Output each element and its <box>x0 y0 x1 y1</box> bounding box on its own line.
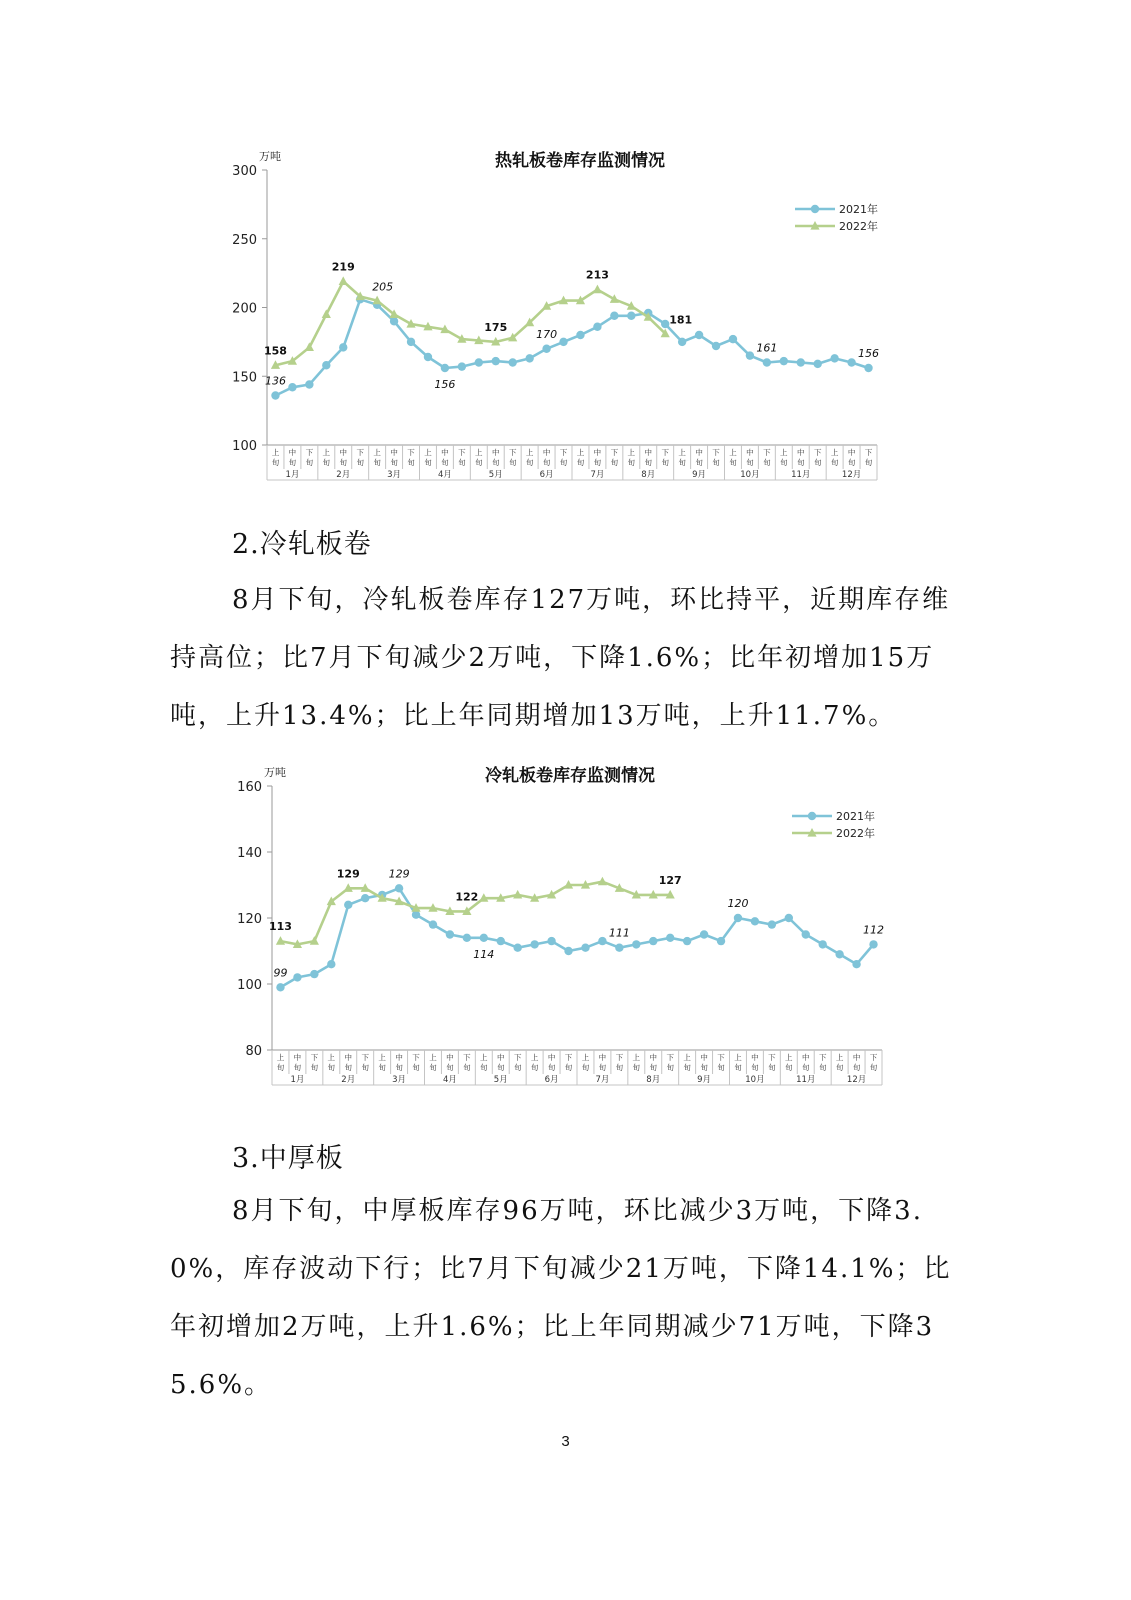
x-period-label-bottom: 旬 <box>344 1063 352 1072</box>
x-period-label-bottom: 旬 <box>649 1063 657 1072</box>
x-period-label-top: 中 <box>700 1053 708 1062</box>
x-period-label-bottom: 旬 <box>446 1063 454 1072</box>
data-point-2021年 <box>559 338 567 346</box>
x-period-label-top: 下 <box>458 448 466 457</box>
data-point-2022年 <box>513 890 522 899</box>
data-label: 175 <box>484 320 508 334</box>
x-period-label-top: 上 <box>581 1053 590 1062</box>
data-label: 158 <box>263 344 287 358</box>
data-point-2021年 <box>310 970 318 978</box>
x-period-label-bottom: 旬 <box>581 1063 590 1072</box>
data-point-2021年 <box>458 362 466 370</box>
section-paragraph-cold-rolled: 8月下旬，冷轧板卷库存127万吨，环比持平，近期库存维持高位；比7月下旬减少2万吨，下降1.6%；比年初增加15万吨，上升13.4%；比上年同期增加13万吨，上升11.7%。 <box>170 585 951 731</box>
x-month-label: 11月 <box>796 1075 816 1085</box>
data-point-2021年 <box>700 930 708 938</box>
data-point-2021年 <box>813 360 821 368</box>
data-point-2021年 <box>581 944 589 952</box>
data-label: 112 <box>863 923 885 937</box>
x-month-label: 7月 <box>595 1075 610 1085</box>
x-period-label-top: 中 <box>446 1053 454 1062</box>
x-month-label: 6月 <box>544 1075 559 1085</box>
data-point-2021年 <box>768 920 776 928</box>
x-period-label-bottom: 旬 <box>627 458 636 467</box>
y-tick-label: 200 <box>232 301 257 317</box>
x-period-label-top: 中 <box>695 448 703 457</box>
data-label: 114 <box>473 947 495 961</box>
x-period-label-bottom: 旬 <box>276 1063 285 1072</box>
x-period-label-bottom: 旬 <box>683 1063 691 1072</box>
legend-label: 2021年 <box>836 810 875 823</box>
x-period-label-bottom: 旬 <box>293 1063 302 1072</box>
x-month-label: 12月 <box>846 1075 867 1085</box>
data-point-2021年 <box>344 901 352 909</box>
data-point-2021年 <box>508 358 516 366</box>
x-period-label-bottom: 旬 <box>271 458 280 467</box>
x-period-label-bottom: 旬 <box>610 458 619 467</box>
data-point-2021年 <box>780 357 788 365</box>
x-period-label-bottom: 旬 <box>751 1063 759 1072</box>
data-point-2021年 <box>271 391 279 399</box>
x-period-label-top: 中 <box>802 1053 810 1062</box>
x-period-label-top: 下 <box>818 1053 827 1062</box>
cold-rolled-coil-chart <box>220 755 900 1090</box>
data-point-2021年 <box>446 930 454 938</box>
x-period-label-top: 上 <box>835 1053 844 1062</box>
x-period-label-top: 下 <box>305 448 314 457</box>
data-point-2021年 <box>576 331 584 339</box>
data-label: 120 <box>727 897 749 910</box>
x-period-label-top: 下 <box>412 1053 420 1062</box>
x-period-label-bottom: 旬 <box>542 458 551 467</box>
x-period-label-bottom: 旬 <box>378 1063 386 1072</box>
data-point-2021年 <box>802 930 810 938</box>
x-period-label-bottom: 旬 <box>678 458 686 467</box>
data-point-2021年 <box>305 380 313 388</box>
x-period-label-top: 中 <box>441 448 449 457</box>
x-period-label-top: 下 <box>813 448 822 457</box>
x-month-label: 8月 <box>646 1075 661 1085</box>
x-period-label-bottom: 旬 <box>305 458 314 467</box>
x-period-label-bottom: 旬 <box>310 1063 319 1072</box>
x-period-label-bottom: 旬 <box>847 458 856 467</box>
series-line-2021年 <box>276 299 869 395</box>
data-label: 219 <box>331 260 355 274</box>
x-period-label-bottom: 旬 <box>475 458 483 467</box>
x-month-label: 8月 <box>641 470 656 480</box>
x-period-label-top: 中 <box>852 1053 861 1062</box>
data-point-2021年 <box>835 950 843 958</box>
x-period-label-top: 中 <box>497 1053 505 1062</box>
legend-marker-2021年 <box>811 205 819 213</box>
x-period-label-bottom: 旬 <box>327 1063 336 1072</box>
x-period-label-top: 下 <box>559 448 568 457</box>
data-point-2021年 <box>407 338 415 346</box>
x-period-label-bottom: 旬 <box>768 1063 776 1072</box>
y-tick-label: 250 <box>232 232 257 248</box>
y-axis-unit: 万吨 <box>264 766 286 779</box>
x-month-label: 12月 <box>841 470 862 480</box>
x-period-label-top: 上 <box>271 448 280 457</box>
x-period-label-bottom: 旬 <box>780 458 788 467</box>
x-period-label-top: 上 <box>734 1053 742 1062</box>
data-point-2022年 <box>593 285 602 294</box>
x-period-label-top: 下 <box>361 1053 369 1062</box>
x-period-label-bottom: 旬 <box>508 458 517 467</box>
x-month-label: 1月 <box>285 470 300 480</box>
data-point-2021年 <box>615 944 623 952</box>
x-period-label-top: 下 <box>712 448 720 457</box>
data-label: 161 <box>756 341 778 355</box>
page-number: 3 <box>561 1433 570 1450</box>
y-axis-unit: 万吨 <box>259 150 281 163</box>
x-period-label-bottom: 旬 <box>785 1063 793 1072</box>
data-point-2021年 <box>632 940 640 948</box>
x-period-label-top: 下 <box>763 448 771 457</box>
x-period-label-bottom: 旬 <box>864 458 873 467</box>
data-label: 213 <box>585 268 609 282</box>
data-point-2021年 <box>763 358 771 366</box>
x-period-label-bottom: 旬 <box>480 1063 488 1072</box>
data-point-2021年 <box>695 331 703 339</box>
x-period-label-top: 中 <box>293 1053 302 1062</box>
x-period-label-bottom: 旬 <box>339 458 347 467</box>
x-period-label-bottom: 旬 <box>830 458 839 467</box>
x-month-label: 3月 <box>392 1075 407 1085</box>
x-period-label-bottom: 旬 <box>717 1063 725 1072</box>
x-period-label-bottom: 旬 <box>852 1063 861 1072</box>
x-period-label-top: 上 <box>627 448 636 457</box>
x-month-label: 4月 <box>437 470 452 480</box>
x-period-label-bottom: 旬 <box>593 458 602 467</box>
y-tick-label: 120 <box>237 912 262 927</box>
x-period-label-top: 下 <box>310 1053 319 1062</box>
x-period-label-top: 上 <box>525 448 534 457</box>
x-period-label-bottom: 旬 <box>802 1063 810 1072</box>
hot-rolled-coil-chart <box>220 140 900 485</box>
x-period-label-top: 中 <box>649 1053 657 1062</box>
hot-rolled-chart-svg <box>220 140 900 485</box>
data-point-2021年 <box>751 917 759 925</box>
data-label: 181 <box>669 313 693 327</box>
data-point-2021年 <box>361 894 369 902</box>
x-period-label-top: 上 <box>683 1053 691 1062</box>
data-point-2021年 <box>729 335 737 343</box>
x-period-label-bottom: 旬 <box>813 458 822 467</box>
data-point-2021年 <box>390 317 398 325</box>
series-line-2022年 <box>276 281 666 365</box>
data-point-2021年 <box>395 884 403 892</box>
x-month-label: 10月 <box>740 470 760 480</box>
data-point-2021年 <box>678 338 686 346</box>
data-point-2021年 <box>666 934 674 942</box>
x-period-label-top: 上 <box>322 448 331 457</box>
x-period-label-top: 上 <box>678 448 686 457</box>
x-period-label-bottom: 旬 <box>598 1063 607 1072</box>
x-month-label: 6月 <box>539 470 554 480</box>
x-period-label-top: 中 <box>847 448 856 457</box>
x-period-label-top: 中 <box>492 448 500 457</box>
x-period-label-bottom: 旬 <box>869 1063 878 1072</box>
x-period-label-bottom: 旬 <box>361 1063 369 1072</box>
data-point-2021年 <box>513 944 521 952</box>
data-point-2021年 <box>746 351 754 359</box>
x-period-label-top: 上 <box>424 448 432 457</box>
data-point-2021年 <box>424 353 432 361</box>
x-period-label-top: 上 <box>327 1053 336 1062</box>
data-label: 156 <box>434 378 456 391</box>
data-point-2021年 <box>276 983 284 991</box>
data-point-2021年 <box>598 937 606 945</box>
legend-marker-2021年 <box>808 812 816 820</box>
x-period-label-bottom: 旬 <box>547 1063 556 1072</box>
x-period-label-bottom: 旬 <box>390 458 398 467</box>
x-period-label-top: 下 <box>661 448 669 457</box>
x-period-label-bottom: 旬 <box>700 1063 708 1072</box>
data-point-2021年 <box>547 937 555 945</box>
x-month-label: 2月 <box>341 1075 356 1085</box>
data-point-2021年 <box>322 361 330 369</box>
y-tick-label: 160 <box>237 780 262 795</box>
x-period-label-top: 下 <box>508 448 517 457</box>
x-month-label: 11月 <box>791 470 811 480</box>
x-period-label-bottom: 旬 <box>818 1063 827 1072</box>
x-month-label: 9月 <box>692 470 707 480</box>
x-month-label: 2月 <box>336 470 351 480</box>
legend-label: 2021年 <box>839 203 878 216</box>
data-label: 205 <box>372 280 394 294</box>
x-period-label-bottom: 旬 <box>356 458 364 467</box>
data-point-2021年 <box>293 973 301 981</box>
x-month-label: 9月 <box>697 1075 712 1085</box>
data-point-2021年 <box>412 911 420 919</box>
x-month-label: 1月 <box>290 1075 305 1085</box>
data-point-2021年 <box>497 937 505 945</box>
data-point-2021年 <box>627 312 635 320</box>
x-period-label-top: 中 <box>751 1053 759 1062</box>
x-period-label-bottom: 旬 <box>695 458 703 467</box>
x-period-label-bottom: 旬 <box>497 1063 505 1072</box>
x-period-label-bottom: 旬 <box>458 458 466 467</box>
x-period-label-bottom: 旬 <box>661 458 669 467</box>
data-point-2021年 <box>480 934 488 942</box>
x-period-label-top: 上 <box>475 448 483 457</box>
data-point-2021年 <box>847 358 855 366</box>
data-point-2021年 <box>864 364 872 372</box>
data-label: 99 <box>273 966 288 980</box>
x-period-label-top: 上 <box>780 448 788 457</box>
x-period-label-top: 上 <box>785 1053 793 1062</box>
x-period-label-bottom: 旬 <box>424 458 432 467</box>
x-period-label-top: 上 <box>480 1053 488 1062</box>
data-point-2021年 <box>564 947 572 955</box>
x-period-label-top: 上 <box>530 1053 539 1062</box>
data-label: 127 <box>658 873 682 887</box>
data-point-2021年 <box>649 937 657 945</box>
x-period-label-bottom: 旬 <box>463 1063 471 1072</box>
chart-title: 热轧板卷库存监测情况 <box>495 151 665 171</box>
x-period-label-top: 中 <box>598 1053 607 1062</box>
x-period-label-bottom: 旬 <box>746 458 754 467</box>
x-period-label-bottom: 旬 <box>615 1063 624 1072</box>
x-period-label-bottom: 旬 <box>429 1063 437 1072</box>
x-period-label-bottom: 旬 <box>666 1063 674 1072</box>
x-period-label-bottom: 旬 <box>530 1063 539 1072</box>
x-period-label-top: 中 <box>288 448 297 457</box>
data-label: 122 <box>455 890 479 904</box>
x-period-label-top: 上 <box>276 1053 285 1062</box>
data-point-2021年 <box>492 357 500 365</box>
data-point-2021年 <box>463 934 471 942</box>
x-period-label-bottom: 旬 <box>559 458 568 467</box>
data-point-2021年 <box>530 940 538 948</box>
x-period-label-top: 上 <box>830 448 839 457</box>
x-period-label-bottom: 旬 <box>644 458 652 467</box>
data-label: 129 <box>388 867 410 881</box>
section-heading-medium-plate: 3.中厚板 <box>232 1143 344 1174</box>
section-heading-cold-rolled: 2.冷轧板卷 <box>232 529 372 560</box>
x-period-label-top: 下 <box>869 1053 878 1062</box>
x-period-label-bottom: 旬 <box>322 458 331 467</box>
x-period-label-bottom: 旬 <box>373 458 381 467</box>
x-period-label-top: 下 <box>513 1053 522 1062</box>
x-period-label-top: 中 <box>542 448 551 457</box>
x-period-label-top: 下 <box>407 448 415 457</box>
x-period-label-top: 上 <box>429 1053 437 1062</box>
x-period-label-top: 下 <box>463 1053 471 1062</box>
data-point-2021年 <box>339 343 347 351</box>
x-period-label-top: 上 <box>729 448 737 457</box>
x-period-label-top: 中 <box>395 1053 403 1062</box>
data-point-2021年 <box>717 937 725 945</box>
x-period-label-bottom: 旬 <box>288 458 297 467</box>
x-period-label-bottom: 旬 <box>734 1063 742 1072</box>
data-point-2021年 <box>785 914 793 922</box>
data-point-2022年 <box>339 276 348 285</box>
x-period-label-top: 下 <box>356 448 364 457</box>
y-tick-label: 300 <box>232 164 257 179</box>
x-period-label-bottom: 旬 <box>835 1063 844 1072</box>
data-point-2022年 <box>598 877 607 886</box>
data-point-2021年 <box>525 354 533 362</box>
data-point-2021年 <box>542 345 550 353</box>
data-point-2021年 <box>475 358 483 366</box>
data-label: 170 <box>536 327 558 341</box>
x-period-label-bottom: 旬 <box>412 1063 420 1072</box>
x-period-label-top: 中 <box>797 448 805 457</box>
legend-label: 2022年 <box>839 220 878 233</box>
x-period-label-top: 上 <box>378 1053 386 1062</box>
x-period-label-top: 中 <box>547 1053 556 1062</box>
x-period-label-top: 中 <box>746 448 754 457</box>
section-paragraph-medium-plate: 8月下旬，中厚板库存96万吨，环比减少3万吨，下降3.0%，库存波动下行；比7月下旬减少21万吨，下降14.1%；比年初增加2万吨，上升1.6%；比上年同期减少71万吨，下降35.6%。 <box>170 1196 952 1400</box>
data-point-2021年 <box>683 937 691 945</box>
data-point-2021年 <box>869 940 877 948</box>
data-point-2021年 <box>797 358 805 366</box>
x-period-label-top: 上 <box>373 448 381 457</box>
x-period-label-bottom: 旬 <box>729 458 737 467</box>
x-period-label-bottom: 旬 <box>632 1063 641 1072</box>
x-period-label-top: 中 <box>344 1053 352 1062</box>
y-tick-label: 100 <box>232 439 257 454</box>
data-label: 156 <box>858 347 880 360</box>
x-period-label-bottom: 旬 <box>407 458 415 467</box>
cold-rolled-chart-svg <box>220 755 900 1090</box>
x-month-label: 7月 <box>590 470 605 480</box>
data-label: 129 <box>336 867 360 881</box>
x-period-label-bottom: 旬 <box>395 1063 403 1072</box>
x-period-label-top: 中 <box>339 448 347 457</box>
series-line-2021年 <box>281 888 874 987</box>
data-label: 136 <box>264 374 286 388</box>
data-point-2021年 <box>610 312 618 320</box>
legend-label: 2022年 <box>836 827 875 840</box>
y-tick-label: 100 <box>237 978 262 993</box>
x-period-label-top: 中 <box>390 448 398 457</box>
x-period-label-bottom: 旬 <box>763 458 771 467</box>
y-tick-label: 140 <box>237 846 262 861</box>
data-point-2021年 <box>593 323 601 331</box>
x-period-label-top: 中 <box>644 448 652 457</box>
x-period-label-bottom: 旬 <box>576 458 585 467</box>
x-period-label-top: 中 <box>593 448 602 457</box>
data-point-2021年 <box>661 320 669 328</box>
y-tick-label: 80 <box>245 1044 262 1059</box>
x-month-label: 4月 <box>442 1075 457 1085</box>
data-point-2021年 <box>288 383 296 391</box>
data-point-2021年 <box>429 920 437 928</box>
x-period-label-bottom: 旬 <box>564 1063 573 1072</box>
x-period-label-bottom: 旬 <box>492 458 500 467</box>
data-point-2021年 <box>852 960 860 968</box>
x-period-label-top: 上 <box>632 1053 641 1062</box>
x-period-label-top: 下 <box>768 1053 776 1062</box>
y-tick-label: 150 <box>232 370 257 386</box>
x-period-label-top: 下 <box>666 1053 674 1062</box>
data-point-2021年 <box>441 364 449 372</box>
data-point-2021年 <box>830 354 838 362</box>
x-period-label-bottom: 旬 <box>525 458 534 467</box>
data-label: 111 <box>608 926 630 940</box>
data-label: 113 <box>268 920 292 934</box>
x-period-label-top: 上 <box>576 448 585 457</box>
x-month-label: 5月 <box>493 1075 508 1085</box>
data-point-2021年 <box>734 914 742 922</box>
x-period-label-top: 下 <box>864 448 873 457</box>
x-period-label-bottom: 旬 <box>513 1063 522 1072</box>
x-period-label-top: 下 <box>717 1053 725 1062</box>
x-month-label: 3月 <box>387 470 402 480</box>
data-point-2021年 <box>712 342 720 350</box>
x-period-label-bottom: 旬 <box>441 458 449 467</box>
x-period-label-bottom: 旬 <box>797 458 805 467</box>
data-point-2021年 <box>327 960 335 968</box>
x-period-label-top: 下 <box>615 1053 624 1062</box>
chart-title: 冷轧板卷库存监测情况 <box>485 766 655 786</box>
data-point-2022年 <box>310 936 319 945</box>
x-period-label-top: 下 <box>564 1053 573 1062</box>
data-point-2021年 <box>818 940 826 948</box>
x-period-label-bottom: 旬 <box>712 458 720 467</box>
x-month-label: 10月 <box>745 1075 765 1085</box>
x-period-label-top: 下 <box>610 448 619 457</box>
x-month-label: 5月 <box>488 470 503 480</box>
